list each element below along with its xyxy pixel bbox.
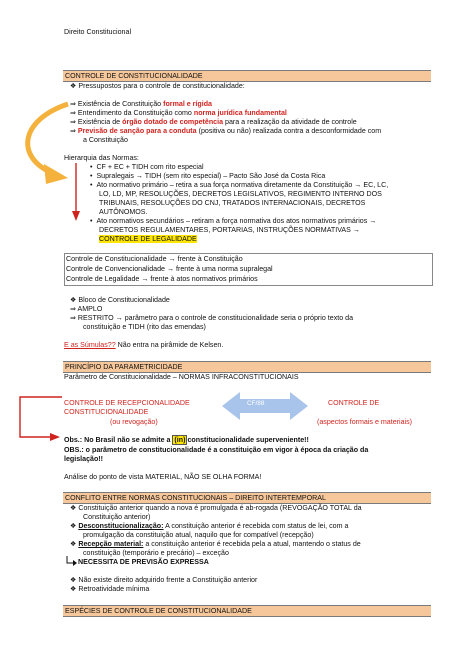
obs-line-2-cont: legislação!!	[64, 455, 104, 463]
recepcionalidade-line-1: CONTROLE DE RECEPCIONALIDADE	[64, 399, 190, 407]
left-bracket-arrow-icon	[12, 393, 72, 451]
down-right-arrow-icon	[64, 556, 78, 568]
conflito-item-5: ❖ Retroatividade mínima	[70, 585, 150, 593]
pressuposto-2: ⇒ Entendimento da Constituição como norma jurídica fundamental	[70, 109, 287, 117]
restrito-cont: constituição e TIDH (rito das emendas)	[83, 323, 206, 331]
document-title: Direito Constitucional	[64, 28, 132, 36]
bloco-line: ❖ Bloco de Constitucionalidade	[70, 296, 170, 304]
hierarquia-item-3-l4: AUTÔNOMOS.	[99, 208, 148, 216]
controle-types-box	[64, 253, 433, 286]
conflito-item-3-cont: constituição (temporário e precário) – exceção	[83, 549, 229, 557]
box-line-3: Controle de Legalidade → frente à atos normativos primários	[66, 275, 258, 283]
revogacao-label: (ou revogação)	[110, 418, 158, 426]
conflito-item-1-cont: Constituição anterior)	[83, 513, 151, 521]
cf88-label: CF/88	[247, 400, 265, 407]
conflito-item-1: ❖ Constituição anterior quando a nova é promulgada é ab-rogada (REVOGAÇÃO TOTAL da	[70, 504, 362, 512]
pressuposto-4-cont: a Constituição	[83, 136, 128, 144]
hierarquia-item-3-l3: TRIBUNAIS, RESOLUÇÕES DO CNJ, TRATADOS INTERNACIONAIS, DECRETOS	[99, 199, 366, 207]
hierarquia-label: Hierarquia das Normas:	[64, 154, 139, 162]
aspectos-label: (aspectos formais e materiais)	[317, 418, 413, 426]
section-header-especies: ESPÉCIES DE CONTROLE DE CONSTITUCIONALIDADE	[63, 605, 431, 617]
hierarquia-item-1: • CF + EC + TIDH com rito especial	[90, 163, 204, 171]
hierarquia-item-4: • Ato normativos secundários – retiram a força normativa dos atos normativos primários →	[90, 217, 377, 225]
hierarquia-item-2: • Supralegais → TIDH (sem rito especial) – Pacto São José da Costa Rica	[90, 172, 326, 180]
sumulas-line: E as Súmulas?? Não entra na pirâmide de Kelsen.	[64, 341, 224, 349]
obs-line-2: OBS.: o parâmetro de constitucionalidade é a constituição em vigor à época da criação da	[64, 446, 369, 454]
necessita-line: NECESSITA DE PREVISÃO EXPRESSA	[78, 558, 209, 566]
conflito-item-2: ❖ Desconstitucionalização: A constituição anterior é recebida com status de lei, com a	[70, 522, 349, 530]
hierarquia-item-4-l2: DECRETOS REGULAMENTARES, PORTARIAS, INSTRUÇÕES NORMATIVAS →	[99, 226, 360, 234]
down-arrow-icon	[71, 163, 81, 223]
section-header-parametricidade: PRINCÍPIO DA PARAMETRICIDADE	[63, 361, 431, 373]
hierarquia-item-3: • Ato normativo primário – retira a sua força normativa diretamente da Constituição → EC, LC,	[90, 181, 389, 189]
amplo-line: ⇒ AMPLO	[70, 305, 103, 313]
pressuposto-1: ⇒ Existência de Constituição formal e rígida	[70, 100, 212, 108]
pressuposto-3: ⇒ Existência de órgão dotado de competência para a realização da atividade de controle	[70, 118, 357, 126]
hierarquia-item-3-l2: LO, LD, MP, RESOLUÇÕES, DECRETOS LEGISLATIVOS, REGIMENTO INTERNO DOS	[99, 190, 382, 198]
cf88-arrow-bubble	[220, 390, 310, 422]
parametro-line: Parâmetro de Constitucionalidade – NORMAS INFRACONSTITUCIONAIS	[64, 373, 299, 381]
pressuposto-4: ⇒ Previsão de sanção para a conduta (positiva ou não) realizada contra a desconformidade com	[70, 127, 382, 135]
restrito-line: ⇒ RESTRITO → parâmetro para o controle de constitucionalidade seria o próprio texto da	[70, 314, 354, 322]
conflito-item-4: ❖ Não existe direito adquirido frente a Constituição anterior	[70, 576, 258, 584]
box-line-2: Controle de Convencionalidade → frente à uma norma supralegal	[66, 265, 273, 273]
pressupostos-line: ❖ Pressupostos para o controle de constitucionalidade:	[70, 82, 245, 90]
analise-line: Análise do ponto de vista MATERIAL, NÃO SE OLHA FORMA!	[64, 473, 262, 481]
section-header-controle: CONTROLE DE CONSTITUCIONALIDADE	[63, 70, 431, 82]
controle-de-label: CONTROLE DE	[328, 399, 380, 407]
recepcionalidade-line-2: CONSTITUCIONALIDADE	[64, 408, 149, 416]
conflito-item-2-cont: promulgação da constituição atual, naquilo que for compatível (recepção)	[83, 531, 314, 539]
conflito-item-3: ❖ Recepção material: a constituição anterior é recebida pela a atual, mantendo o status de	[70, 540, 361, 548]
obs-line-1: Obs.: No Brasil não se admite a (in) constitucionalidade superveniente!!	[64, 436, 309, 444]
section-header-conflito: CONFLITO ENTRE NORMAS CONSTITUCIONAIS – DIREITO INTERTEMPORAL	[63, 492, 431, 504]
box-line-1: Controle de Constitucionalidade → frente à Constituição	[66, 255, 243, 263]
controle-legalidade-highlight: CONTROLE DE LEGALIDADE	[99, 235, 197, 243]
